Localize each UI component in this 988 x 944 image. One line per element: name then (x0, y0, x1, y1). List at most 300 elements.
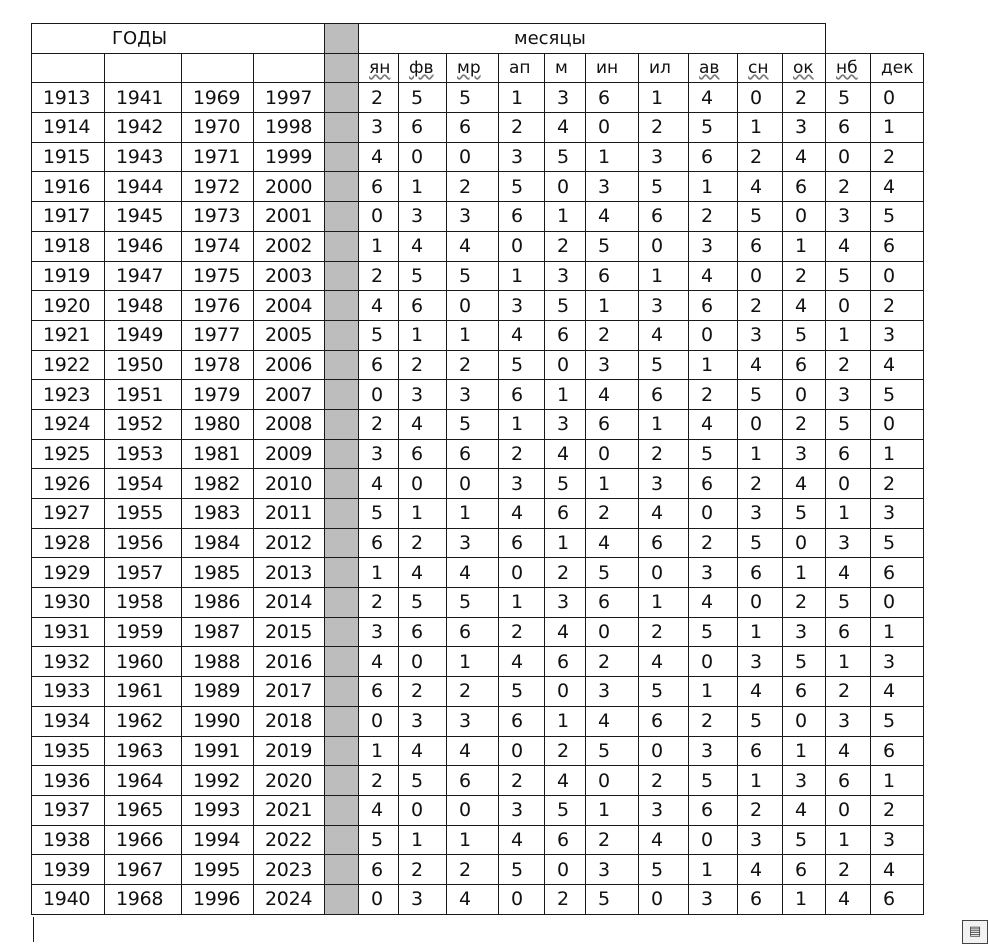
month-code-cell: 3 (586, 172, 639, 202)
month-code-cell: 2 (399, 528, 447, 558)
month-code-cell: 6 (499, 528, 545, 558)
table-row (32, 617, 924, 647)
month-code-cell: 1 (586, 469, 639, 499)
separator-cell (325, 83, 359, 113)
month-code-cell: 6 (545, 647, 586, 677)
year-cell: 1966 (105, 825, 182, 855)
month-code-cell: 6 (826, 766, 871, 796)
year-cell: 1992 (182, 766, 254, 796)
month-code-cell: 5 (738, 528, 783, 558)
month-code-cell: 1 (783, 231, 826, 261)
year-cell: 2019 (254, 736, 325, 766)
separator-cell (325, 142, 359, 172)
year-cell: 1985 (182, 558, 254, 588)
year-cell: 2016 (254, 647, 325, 677)
month-code-cell: 2 (545, 231, 586, 261)
separator-cell (325, 795, 359, 825)
month-code-cell: 0 (359, 706, 399, 736)
month-code-cell: 0 (639, 884, 689, 914)
table-row (32, 528, 924, 558)
month-code-cell: 4 (826, 231, 871, 261)
month-code-cell: 6 (359, 350, 399, 380)
year-cell: 1929 (32, 558, 105, 588)
year-cell: 1933 (32, 677, 105, 707)
month-code-cell: 3 (871, 825, 924, 855)
month-code-cell: 5 (783, 647, 826, 677)
month-code-cell: 1 (783, 558, 826, 588)
month-code-cell: 0 (639, 558, 689, 588)
month-code-cell: 5 (826, 261, 871, 291)
year-cell: 2004 (254, 291, 325, 321)
separator-cell (325, 855, 359, 885)
month-code-cell: 3 (399, 706, 447, 736)
table-row (32, 231, 924, 261)
year-cell: 1993 (182, 795, 254, 825)
month-header-cell: ав (689, 53, 738, 83)
month-code-cell: 5 (871, 706, 924, 736)
month-code-cell: 0 (639, 231, 689, 261)
month-code-cell: 4 (738, 350, 783, 380)
month-code-cell: 5 (586, 231, 639, 261)
month-code-cell: 0 (545, 350, 586, 380)
separator-cell (325, 350, 359, 380)
table-row (32, 380, 924, 410)
separator-cell (325, 172, 359, 202)
month-code-cell: 1 (545, 528, 586, 558)
month-code-cell: 2 (738, 142, 783, 172)
month-code-cell: 0 (871, 409, 924, 439)
month-code-cell: 1 (871, 113, 924, 143)
month-code-cell: 4 (499, 320, 545, 350)
year-cell: 1921 (32, 320, 105, 350)
year-cell: 1942 (105, 113, 182, 143)
year-cell: 1980 (182, 409, 254, 439)
month-header-cell: м (545, 53, 586, 83)
separator-cell (325, 231, 359, 261)
month-code-cell: 2 (783, 261, 826, 291)
month-code-cell: 1 (871, 617, 924, 647)
month-code-cell: 0 (447, 291, 499, 321)
table-row (32, 825, 924, 855)
month-code-cell: 0 (783, 202, 826, 232)
separator-cell (325, 469, 359, 499)
month-code-cell: 6 (359, 528, 399, 558)
month-code-cell: 6 (586, 83, 639, 113)
year-cell: 1928 (32, 528, 105, 558)
month-code-cell: 1 (545, 380, 586, 410)
empty-year-header-cell (182, 53, 254, 83)
table-row (32, 736, 924, 766)
month-code-cell: 6 (689, 142, 738, 172)
table-row (32, 884, 924, 914)
month-code-cell: 6 (689, 291, 738, 321)
year-cell: 1995 (182, 855, 254, 885)
month-code-cell: 0 (499, 558, 545, 588)
month-code-cell: 3 (639, 469, 689, 499)
month-code-cell: 4 (826, 558, 871, 588)
month-code-cell: 1 (359, 558, 399, 588)
month-code-cell: 2 (871, 291, 924, 321)
month-code-cell: 6 (639, 380, 689, 410)
year-cell: 2017 (254, 677, 325, 707)
year-cell: 1946 (105, 231, 182, 261)
table-row (32, 142, 924, 172)
month-code-cell: 0 (399, 469, 447, 499)
month-code-cell: 1 (639, 261, 689, 291)
month-code-cell: 4 (499, 499, 545, 529)
year-cell: 1913 (32, 83, 105, 113)
separator-cell (325, 766, 359, 796)
month-code-cell: 6 (738, 558, 783, 588)
month-code-cell: 6 (399, 617, 447, 647)
month-code-cell: 1 (586, 142, 639, 172)
year-cell: 2018 (254, 706, 325, 736)
month-code-cell: 3 (545, 261, 586, 291)
month-code-cell: 2 (689, 706, 738, 736)
month-code-cell: 3 (447, 380, 499, 410)
month-code-cell: 3 (783, 766, 826, 796)
year-cell: 1915 (32, 142, 105, 172)
month-code-cell: 0 (783, 528, 826, 558)
month-code-cell: 5 (399, 261, 447, 291)
month-code-cell: 5 (689, 766, 738, 796)
year-cell: 1956 (105, 528, 182, 558)
years-header: ГОДЫ (32, 24, 325, 54)
year-cell: 1968 (105, 884, 182, 914)
month-code-cell: 2 (738, 795, 783, 825)
year-cell: 1941 (105, 83, 182, 113)
year-cell: 1918 (32, 231, 105, 261)
year-cell: 1999 (254, 142, 325, 172)
month-code-cell: 5 (689, 439, 738, 469)
month-code-cell: 5 (359, 320, 399, 350)
month-code-cell: 5 (545, 291, 586, 321)
month-code-cell: 3 (586, 677, 639, 707)
month-code-cell: 3 (359, 113, 399, 143)
month-code-cell: 1 (447, 320, 499, 350)
month-code-cell: 1 (738, 766, 783, 796)
month-code-cell: 2 (586, 499, 639, 529)
month-code-cell: 0 (871, 83, 924, 113)
month-code-cell: 2 (447, 855, 499, 885)
month-code-cell: 3 (399, 202, 447, 232)
month-code-cell: 6 (826, 439, 871, 469)
month-code-cell: 6 (689, 469, 738, 499)
separator-cell (325, 884, 359, 914)
year-cell: 1961 (105, 677, 182, 707)
month-code-cell: 4 (359, 291, 399, 321)
month-code-cell: 1 (399, 499, 447, 529)
year-month-code-table (31, 23, 924, 915)
month-code-cell: 1 (689, 172, 738, 202)
month-code-cell: 5 (738, 202, 783, 232)
paste-options-icon[interactable]: ▤ (962, 920, 988, 944)
month-code-cell: 6 (783, 172, 826, 202)
month-code-cell: 0 (826, 469, 871, 499)
month-code-cell: 2 (499, 766, 545, 796)
month-code-cell: 0 (586, 766, 639, 796)
month-code-cell: 2 (738, 291, 783, 321)
month-code-cell: 3 (689, 736, 738, 766)
month-code-cell: 3 (447, 202, 499, 232)
month-code-cell: 5 (399, 83, 447, 113)
year-cell: 2001 (254, 202, 325, 232)
month-code-cell: 4 (447, 558, 499, 588)
month-code-cell: 6 (399, 439, 447, 469)
month-code-cell: 0 (499, 736, 545, 766)
separator-cell (325, 261, 359, 291)
month-code-cell: 2 (871, 469, 924, 499)
month-code-cell: 2 (447, 350, 499, 380)
month-code-cell: 5 (447, 83, 499, 113)
month-code-cell: 1 (586, 795, 639, 825)
month-code-cell: 6 (586, 588, 639, 618)
year-cell: 2012 (254, 528, 325, 558)
month-code-cell: 2 (545, 558, 586, 588)
month-code-cell: 3 (499, 469, 545, 499)
separator-cell (325, 677, 359, 707)
month-code-cell: 0 (738, 588, 783, 618)
month-code-cell: 2 (689, 380, 738, 410)
year-cell: 1979 (182, 380, 254, 410)
month-code-cell: 1 (639, 83, 689, 113)
year-cell: 2002 (254, 231, 325, 261)
month-code-cell: 0 (826, 795, 871, 825)
table-row (32, 291, 924, 321)
month-code-cell: 0 (689, 647, 738, 677)
separator-cell (325, 647, 359, 677)
month-code-cell: 2 (586, 647, 639, 677)
month-code-cell: 1 (447, 647, 499, 677)
table-row (32, 83, 924, 113)
month-code-cell: 4 (826, 884, 871, 914)
month-code-cell: 0 (783, 380, 826, 410)
month-code-cell: 5 (447, 261, 499, 291)
month-code-cell: 2 (826, 172, 871, 202)
year-cell: 1914 (32, 113, 105, 143)
month-code-cell: 0 (545, 855, 586, 885)
month-code-cell: 1 (738, 617, 783, 647)
month-code-cell: 2 (399, 855, 447, 885)
month-code-cell: 3 (871, 320, 924, 350)
month-header-cell: нб (826, 53, 871, 83)
month-code-cell: 5 (399, 588, 447, 618)
year-cell: 2014 (254, 588, 325, 618)
month-code-cell: 4 (447, 736, 499, 766)
month-code-cell: 5 (586, 558, 639, 588)
month-code-cell: 2 (399, 677, 447, 707)
month-code-cell: 0 (689, 499, 738, 529)
month-code-cell: 3 (689, 558, 738, 588)
year-cell: 1934 (32, 706, 105, 736)
month-code-cell: 0 (738, 261, 783, 291)
year-cell: 1945 (105, 202, 182, 232)
year-cell: 2010 (254, 469, 325, 499)
year-cell: 2000 (254, 172, 325, 202)
year-cell: 1958 (105, 588, 182, 618)
month-code-cell: 3 (826, 380, 871, 410)
month-code-cell: 6 (639, 202, 689, 232)
month-code-cell: 0 (359, 202, 399, 232)
year-cell: 1960 (105, 647, 182, 677)
year-cell: 2024 (254, 884, 325, 914)
month-code-cell: 0 (738, 83, 783, 113)
month-code-cell: 1 (639, 588, 689, 618)
month-code-cell: 4 (689, 261, 738, 291)
year-cell: 1922 (32, 350, 105, 380)
month-code-cell: 0 (826, 291, 871, 321)
month-code-cell: 3 (499, 142, 545, 172)
month-header-cell: ил (639, 53, 689, 83)
month-code-cell: 6 (639, 706, 689, 736)
month-code-cell: 4 (586, 202, 639, 232)
month-code-cell: 4 (639, 647, 689, 677)
year-cell: 1986 (182, 588, 254, 618)
month-code-cell: 4 (359, 795, 399, 825)
year-cell: 1984 (182, 528, 254, 558)
year-cell: 1981 (182, 439, 254, 469)
month-code-cell: 3 (826, 528, 871, 558)
separator-cell (325, 617, 359, 647)
year-cell: 1978 (182, 350, 254, 380)
month-code-cell: 0 (783, 706, 826, 736)
month-code-cell: 6 (447, 113, 499, 143)
month-code-cell: 6 (738, 736, 783, 766)
month-code-cell: 6 (738, 231, 783, 261)
year-cell: 1932 (32, 647, 105, 677)
table-row (32, 499, 924, 529)
month-code-cell: 3 (783, 439, 826, 469)
month-code-cell: 0 (689, 825, 738, 855)
month-code-cell: 1 (689, 677, 738, 707)
month-code-cell: 6 (639, 528, 689, 558)
year-cell: 2015 (254, 617, 325, 647)
month-code-cell: 1 (738, 439, 783, 469)
year-cell: 2013 (254, 558, 325, 588)
month-code-cell: 5 (738, 706, 783, 736)
month-code-cell: 5 (499, 677, 545, 707)
year-cell: 1998 (254, 113, 325, 143)
table-row (32, 172, 924, 202)
month-code-cell: 6 (499, 706, 545, 736)
year-cell: 2008 (254, 409, 325, 439)
month-code-cell: 2 (499, 113, 545, 143)
month-code-cell: 5 (499, 172, 545, 202)
month-code-cell: 1 (826, 825, 871, 855)
table-row (32, 202, 924, 232)
month-code-cell: 4 (545, 113, 586, 143)
empty-year-header-cell (32, 53, 105, 83)
year-cell: 2021 (254, 795, 325, 825)
year-cell: 1988 (182, 647, 254, 677)
month-code-cell: 3 (545, 588, 586, 618)
month-code-cell: 3 (738, 499, 783, 529)
month-code-cell: 4 (871, 677, 924, 707)
year-cell: 2005 (254, 320, 325, 350)
year-cell: 1962 (105, 706, 182, 736)
month-code-cell: 2 (499, 617, 545, 647)
month-code-cell: 6 (447, 617, 499, 647)
year-cell: 1917 (32, 202, 105, 232)
month-code-cell: 0 (399, 142, 447, 172)
month-code-cell: 2 (447, 172, 499, 202)
year-cell: 1970 (182, 113, 254, 143)
month-code-cell: 2 (826, 677, 871, 707)
month-code-cell: 1 (586, 291, 639, 321)
year-cell: 1971 (182, 142, 254, 172)
month-code-cell: 1 (359, 231, 399, 261)
month-code-cell: 3 (783, 617, 826, 647)
month-code-cell: 2 (639, 113, 689, 143)
year-cell: 1967 (105, 855, 182, 885)
month-code-cell: 4 (586, 706, 639, 736)
month-code-cell: 4 (689, 83, 738, 113)
month-code-cell: 3 (871, 499, 924, 529)
month-code-cell: 5 (826, 409, 871, 439)
month-code-cell: 2 (447, 677, 499, 707)
month-code-cell: 0 (639, 736, 689, 766)
month-code-cell: 6 (545, 499, 586, 529)
separator-cell (325, 439, 359, 469)
month-code-cell: 6 (826, 617, 871, 647)
year-cell: 1976 (182, 291, 254, 321)
month-code-cell: 5 (871, 202, 924, 232)
month-code-cell: 2 (499, 439, 545, 469)
year-cell: 1977 (182, 320, 254, 350)
month-code-cell: 2 (826, 350, 871, 380)
month-code-cell: 1 (783, 736, 826, 766)
header-row-months (32, 53, 924, 83)
month-code-cell: 3 (639, 142, 689, 172)
month-code-cell: 6 (359, 855, 399, 885)
month-code-cell: 3 (689, 884, 738, 914)
month-code-cell: 0 (447, 795, 499, 825)
year-cell: 2006 (254, 350, 325, 380)
month-code-cell: 4 (783, 469, 826, 499)
month-code-cell: 6 (871, 231, 924, 261)
month-code-cell: 3 (639, 291, 689, 321)
year-cell: 1944 (105, 172, 182, 202)
year-cell: 2020 (254, 766, 325, 796)
month-code-cell: 0 (738, 409, 783, 439)
month-code-cell: 4 (738, 677, 783, 707)
empty-year-header-cell (105, 53, 182, 83)
month-code-cell: 4 (447, 884, 499, 914)
separator-cell (325, 113, 359, 143)
month-code-cell: 2 (826, 855, 871, 885)
month-header-cell: дек (871, 53, 924, 83)
month-code-cell: 5 (826, 83, 871, 113)
year-cell: 1996 (182, 884, 254, 914)
month-code-cell: 1 (399, 172, 447, 202)
year-cell: 2007 (254, 380, 325, 410)
month-code-cell: 5 (639, 677, 689, 707)
month-code-cell: 5 (738, 380, 783, 410)
table-row (32, 261, 924, 291)
month-code-cell: 1 (871, 766, 924, 796)
month-code-cell: 0 (447, 469, 499, 499)
year-cell: 1951 (105, 380, 182, 410)
month-code-cell: 1 (399, 825, 447, 855)
empty-year-header-cell (254, 53, 325, 83)
month-code-cell: 5 (499, 855, 545, 885)
year-cell: 1997 (254, 83, 325, 113)
month-code-cell: 2 (586, 320, 639, 350)
month-code-cell: 6 (586, 409, 639, 439)
month-code-cell: 6 (545, 320, 586, 350)
year-cell: 1927 (32, 499, 105, 529)
month-code-cell: 1 (499, 588, 545, 618)
